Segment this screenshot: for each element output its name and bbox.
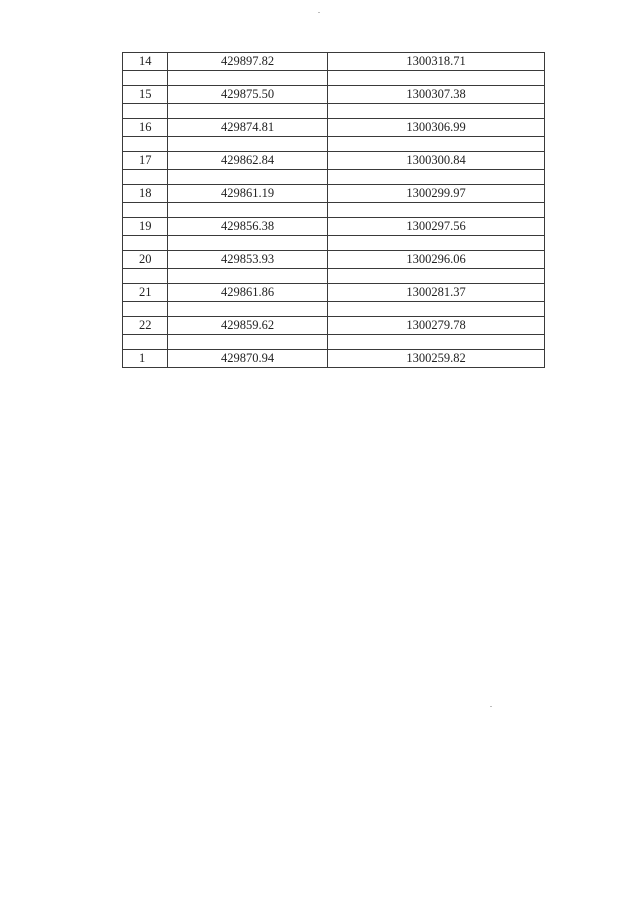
point-number: 14 xyxy=(123,53,168,71)
point-number: 15 xyxy=(123,86,168,104)
x-coordinate: 429862.84 xyxy=(168,152,328,170)
table-row xyxy=(123,218,545,236)
table-spacer-row xyxy=(123,71,545,86)
table-row xyxy=(123,119,545,137)
y-coordinate: 1300297.56 xyxy=(328,218,545,236)
y-coordinate: 1300300.84 xyxy=(328,152,545,170)
x-coordinate: 429870.94 xyxy=(168,350,328,368)
table-row xyxy=(123,317,545,335)
x-coordinate: 429856.38 xyxy=(168,218,328,236)
table-spacer-row xyxy=(123,335,545,350)
y-coordinate: 1300296.06 xyxy=(328,251,545,269)
table-row xyxy=(123,350,545,368)
x-coordinate: 429861.19 xyxy=(168,185,328,203)
table-row xyxy=(123,53,545,71)
table-spacer-row xyxy=(123,104,545,119)
point-number: 21 xyxy=(123,284,168,302)
y-coordinate: 1300281.37 xyxy=(328,284,545,302)
table-row xyxy=(123,86,545,104)
table-row xyxy=(123,251,545,269)
table-spacer-row xyxy=(123,170,545,185)
x-coordinate: 429853.93 xyxy=(168,251,328,269)
y-coordinate: 1300279.78 xyxy=(328,317,545,335)
x-coordinate: 429897.82 xyxy=(168,53,328,71)
y-coordinate: 1300307.38 xyxy=(328,86,545,104)
point-number: 1 xyxy=(123,350,168,368)
table-spacer-row xyxy=(123,203,545,218)
table-spacer-row xyxy=(123,269,545,284)
x-coordinate: 429874.81 xyxy=(168,119,328,137)
point-number: 18 xyxy=(123,185,168,203)
table-row xyxy=(123,152,545,170)
x-coordinate: 429875.50 xyxy=(168,86,328,104)
scan-speck xyxy=(318,12,320,13)
coordinates-table xyxy=(122,52,545,368)
table-spacer-row xyxy=(123,302,545,317)
x-coordinate: 429861.86 xyxy=(168,284,328,302)
table-row xyxy=(123,185,545,203)
table-row xyxy=(123,284,545,302)
y-coordinate: 1300259.82 xyxy=(328,350,545,368)
table-spacer-row xyxy=(123,236,545,251)
point-number: 20 xyxy=(123,251,168,269)
point-number: 22 xyxy=(123,317,168,335)
table-spacer-row xyxy=(123,137,545,152)
point-number: 17 xyxy=(123,152,168,170)
point-number: 19 xyxy=(123,218,168,236)
x-coordinate: 429859.62 xyxy=(168,317,328,335)
point-number: 16 xyxy=(123,119,168,137)
y-coordinate: 1300299.97 xyxy=(328,185,545,203)
scan-speck xyxy=(490,706,492,707)
y-coordinate: 1300306.99 xyxy=(328,119,545,137)
y-coordinate: 1300318.71 xyxy=(328,53,545,71)
